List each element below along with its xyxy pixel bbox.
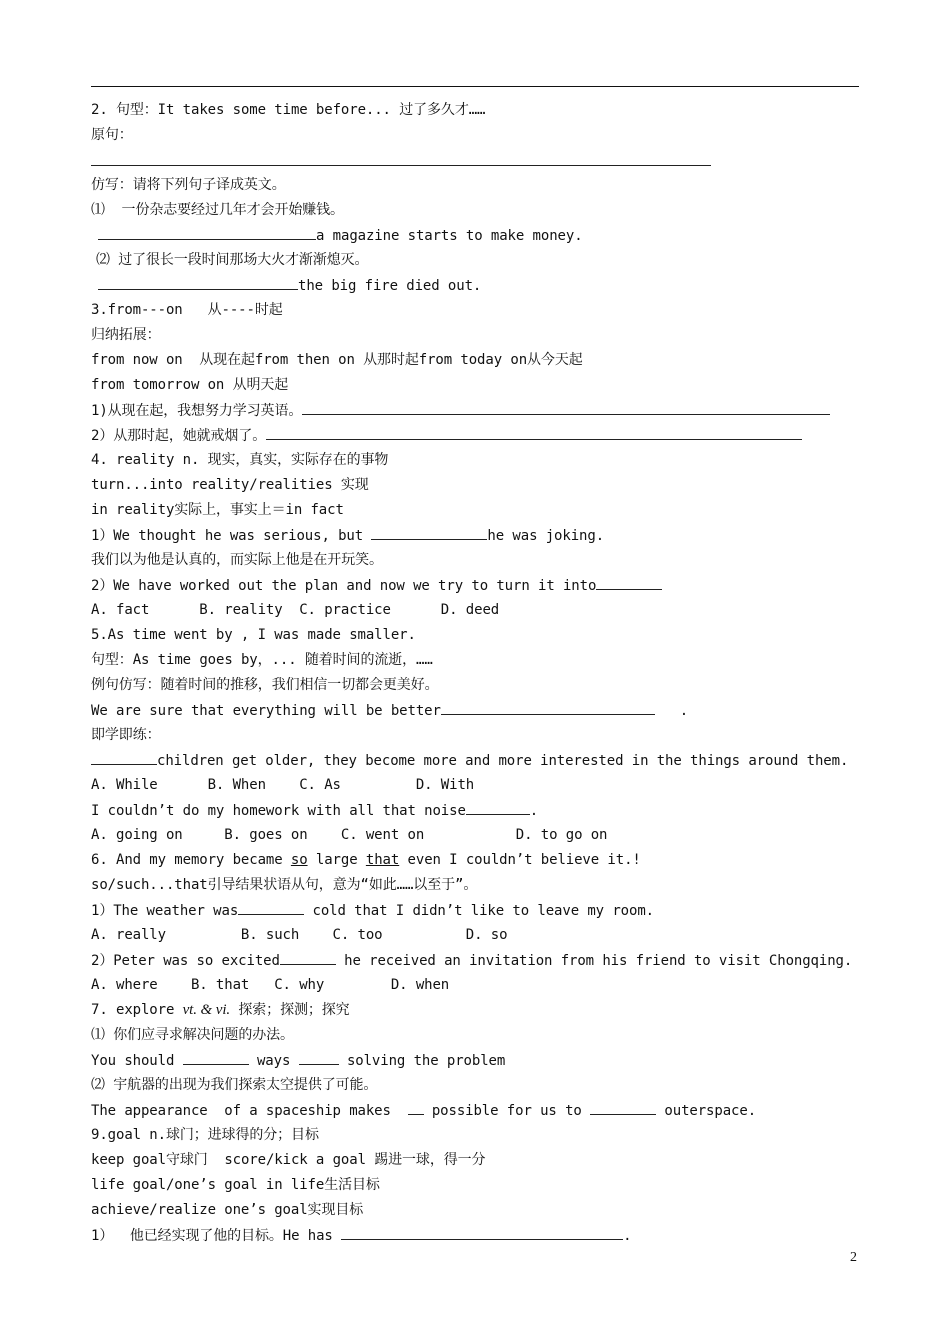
line-6: ⑵ 过了很长一段时间那场大火才渐渐熄灭。 [96,252,369,268]
text: 1）The weather was [91,903,239,919]
line-40 [91,1100,756,1120]
blank[interactable] [466,800,530,815]
line-3: 仿写：请将下列句子译成英文。 [91,177,286,193]
blank[interactable] [98,225,316,240]
text: the big fire died out. [298,278,482,294]
blank[interactable] [299,1050,339,1065]
line-26 [91,750,848,770]
line-7 [98,275,481,295]
text: 1）We thought he was serious, but [91,528,372,544]
text: ways [248,1053,299,1069]
line-28: I couldn’t do my homework with all that noise . [91,800,538,820]
line-38 [91,1050,505,1070]
italic-pos: vt. & vi. [182,1002,231,1018]
text: a magazine starts to make money. [316,228,583,244]
text: solving the problem [338,1053,506,1069]
blank[interactable] [183,1050,249,1065]
blank[interactable] [596,575,662,590]
blank[interactable] [280,950,336,965]
line-41: 9.goal n.球门；进球得的分；目标 [91,1127,319,1143]
line-32 [91,900,654,920]
blank[interactable] [266,425,802,440]
line-17 [91,525,604,545]
line-35: A. where B. that C. why D. when [91,977,450,993]
blank[interactable] [238,900,304,915]
line-5 [98,225,583,245]
text: 2）Peter was so excited [91,953,280,969]
text: 1)从现在起，我想努力学习英语。 [91,403,303,419]
line-42: keep goal守球门 score/kick a goal 踢进一球，得一分 [91,1152,486,1168]
blank[interactable] [408,1100,424,1115]
line-13 [91,425,802,445]
text: The appearance of a spaceship makes [91,1103,408,1119]
line-23: 例句仿写：随着时间的推移，我们相信一切都会更美好。 [91,677,439,693]
line-2: 原句： [91,127,133,143]
line-34 [91,950,852,970]
line-8: 3.from---on 从----时起 [91,302,283,318]
blank[interactable] [341,1225,623,1240]
line-31: so/such...that引导结果状语从句，意为“如此……以至于”。 [91,877,478,893]
blank[interactable] [441,700,655,715]
line-16: in reality实际上，事实上＝in fact [91,502,344,518]
text: 2）We have worked out the plan and now we try to turn it into [91,578,597,594]
line-29: A. going on B. goes on C. went on D. to go on [91,827,608,843]
line-19 [91,575,662,595]
page-number: 2 [850,1250,857,1265]
answer-rule [91,165,711,166]
text: he received an invitation from his friend to visit Chongqing. [335,953,853,969]
line-44: achieve/realize one’s goal实现目标 [91,1202,364,1218]
blank[interactable] [91,750,157,765]
text: possible for us to [423,1103,591,1119]
line-12 [91,400,830,420]
line-45 [91,1225,631,1245]
line-20: A. fact B. reality C. practice D. deed [91,602,500,618]
line-11: from tomorrow on 从明天起 [91,377,289,393]
text: You should [91,1053,183,1069]
line-36 [91,1000,350,1020]
line-33: A. really B. such C. too D. so [91,927,508,943]
text: 1） 他已经实现了他的目标。He has [91,1228,342,1244]
underlined-that: that [365,852,400,868]
text: 7. explore [91,1002,183,1018]
text: 2）从那时起，她就戒烟了。 [91,428,267,444]
line-1: 2. 句型：It takes some time before... 过了多久才…… [91,102,486,118]
line-14: 4. reality n. 现实，真实，实际存在的事物 [91,452,389,468]
line-21: 5.As time went by , I was made smaller. [91,627,416,643]
line-22: 句型：As time goes by，... 随着时间的流逝，…… [91,652,433,668]
underlined-so: so [290,852,308,868]
text: outerspace. [656,1103,757,1119]
text: 探索；探测；探究 [230,1002,350,1018]
text: children get older, they become more and more interested in the things around them. [157,753,849,769]
line-37: ⑴ 你们应寻求解决问题的办法。 [91,1027,294,1043]
top-rule [91,86,859,87]
line-43: life goal/one’s goal in life生活目标 [91,1177,380,1193]
text: . [623,1228,632,1244]
text: large [307,852,366,868]
line-24: We are sure that everything will be better . [91,700,688,720]
line-15: turn...into reality/realities 实现 [91,477,369,493]
line-9: 归纳拓展： [91,327,161,343]
blank[interactable] [98,275,298,290]
line-4: ⑴ 一份杂志要经过几年才会开始赚钱。 [91,202,344,218]
blank[interactable] [302,400,830,415]
blank[interactable] [590,1100,656,1115]
blank[interactable] [371,525,487,540]
text: he was joking. [487,528,605,544]
line-30 [91,850,641,870]
text: We are sure that everything will be better [91,703,441,719]
text: I couldn’t do my homework with all that noise [91,803,466,819]
line-18: 我们以为他是认真的，而实际上他是在开玩笑。 [91,552,383,568]
line-27: A. While B. When C. As D. With [91,777,475,793]
text: cold that I didn’t like to leave my room. [304,903,654,919]
line-25: 即学即练： [91,727,161,743]
line-10: from now on 从现在起from then on 从那时起from today on从今天起 [91,352,583,368]
text: even I couldn’t believe it.! [399,852,641,868]
text: 6. And my memory became [91,852,291,868]
line-39: ⑵ 宇航器的出现为我们探索太空提供了可能。 [91,1077,378,1093]
